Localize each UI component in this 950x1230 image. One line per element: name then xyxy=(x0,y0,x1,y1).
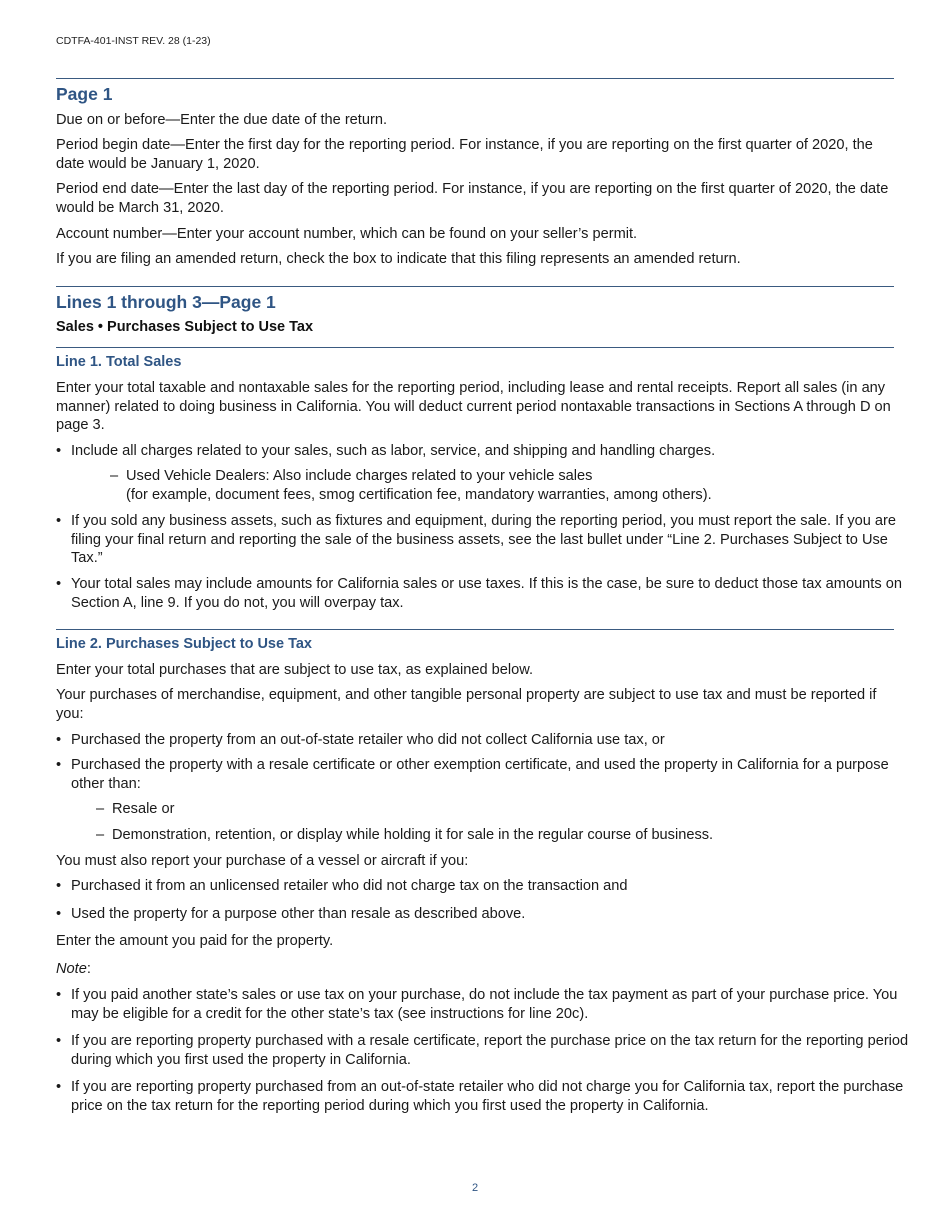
line1-bullet: • Your total sales may include amounts for California sales or use taxes. If this is the case, be sure to deduct those tax amounts on Section A, line 9. If you do not, you will overpay tax. xyxy=(56,575,909,612)
account-number-text: Account number—Enter your account number, which can be found on your seller’s permit. xyxy=(56,226,638,242)
page1-heading: Page 1 xyxy=(56,84,113,104)
line1-intro: Enter your total taxable and nontaxable sales for the reporting period, including lease and rental receipts. Report all sales (in any manner) related to doing business in California. You will deduct current period nontaxable transactions in Sections A through D on page 3. xyxy=(56,380,891,434)
line2-text: Enter your total purchases that are subject to use tax, as explained below. xyxy=(56,662,534,678)
line1-dash-item: – Used Vehicle Dealers: Also include charges related to your vehicle sales (for example, document fees, smog certification fee, mandatory warranties, among others). xyxy=(110,468,712,503)
amended-return-text: If you are filing an amended return, check the box to indicate that this filing represents an amended return. xyxy=(56,251,741,267)
line2-text: Enter the amount you paid for the property. xyxy=(56,933,334,949)
line1-heading: Line 1. Total Sales xyxy=(56,354,182,370)
line1-bullet: • If you sold any business assets, such as fixtures and equipment, during the reporting period, you must report the sale. If you are filing your final return and reporting the sale of the business assets, see the last bullet under “Line 2. Purchases Subject to Use Tax.” xyxy=(56,512,909,568)
line2-bullet: • Purchased the property from an out-of-state retailer who did not collect California use tax, or xyxy=(56,731,909,750)
line2-text: You must also report your purchase of a vessel or aircraft if you: xyxy=(56,853,469,869)
lines-1-3-heading: Lines 1 through 3—Page 1 xyxy=(56,292,276,312)
due-date-text: Due on or before—Enter the due date of the return. xyxy=(56,112,388,128)
period-end-text: Period end date—Enter the last day of the reporting period. For instance, if you are reporting on the first quarter of 2020, the date would be March 31, 2020. xyxy=(56,181,889,216)
note-label: Note: xyxy=(56,961,91,977)
period-begin-text: Period begin date—Enter the first day for the reporting period. For instance, if you are reporting on the first quarter of 2020, the date would be January 1, 2020. xyxy=(56,137,873,172)
note-bullet: • If you are reporting property purchased from an out-of-state retailer who did not charge you for California tax, report the purchase price on the tax return for the reporting period during which you first used the property in California. xyxy=(56,1078,909,1115)
line2-dash-item: – Resale or xyxy=(96,801,175,817)
section-divider xyxy=(56,78,894,79)
form-identifier: CDTFA-401-INST REV. 28 (1-23) xyxy=(56,35,211,47)
note-bullet: • If you are reporting property purchased with a resale certificate, report the purchase price on the tax return for the reporting period during which you first used the property in California. xyxy=(56,1032,909,1069)
section-divider xyxy=(56,286,894,287)
line2-bullet: • Purchased the property with a resale certificate or other exemption certificate, and used the property in California for a purpose other than: xyxy=(56,756,909,793)
section-divider xyxy=(56,629,894,630)
line2-dash-item: – Demonstration, retention, or display while holding it for sale in the regular course of business. xyxy=(96,827,714,843)
lines-1-3-subheading: Sales • Purchases Subject to Use Tax xyxy=(56,319,314,335)
note-bullet: • If you paid another state’s sales or use tax on your purchase, do not include the tax payment as part of your purchase price. You may be eligible for a credit for the other state’s tax (see instructions for line 20c). xyxy=(56,986,909,1023)
line2-heading: Line 2. Purchases Subject to Use Tax xyxy=(56,636,312,652)
page-number: 2 xyxy=(471,1182,479,1194)
line2-bullet: • Used the property for a purpose other than resale as described above. xyxy=(56,905,909,924)
section-divider xyxy=(56,347,894,348)
line1-bullet: • Include all charges related to your sales, such as labor, service, and shipping and handling charges. xyxy=(56,442,909,461)
line2-bullet: • Purchased it from an unlicensed retailer who did not charge tax on the transaction and xyxy=(56,877,909,896)
line2-text: Your purchases of merchandise, equipment, and other tangible personal property are subject to use tax and must be reported if you: xyxy=(56,687,877,722)
